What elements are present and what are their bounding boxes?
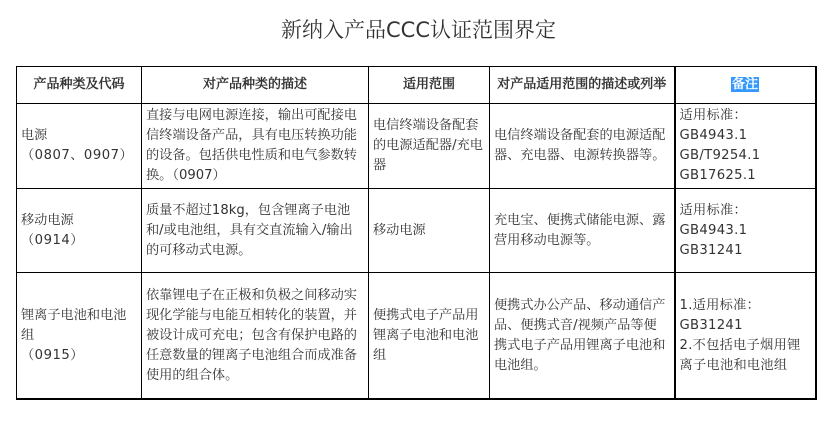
cell-scope-description: 充电宝、便携式储能电源、露营用移动电源等。	[490, 189, 675, 273]
header-scope: 适用范围	[369, 67, 490, 104]
cell-description: 直接与电网电源连接，输出可配接电信终端设备产品，具有电压转换功能的设备。包括供电性质和电气参数转换。（0907）	[142, 104, 369, 189]
remark-line: 适用标准：	[679, 202, 747, 218]
cell-scope-description: 便携式办公产品、移动通信产品、便携式音/视频产品等便携式电子产品用锂离子电池和电池组。	[490, 273, 675, 400]
category-code: （0914）	[21, 232, 84, 248]
ccc-scope-table	[16, 66, 817, 400]
remark-line: GB17625.1	[679, 168, 756, 183]
header-scope-description: 对产品适用范围的描述或列举	[490, 67, 675, 104]
header-category-code: 产品种类及代码	[17, 67, 142, 104]
table-row	[17, 104, 816, 189]
selected-text-remarks[interactable]: 备注	[731, 77, 758, 92]
table-row	[17, 189, 816, 273]
remark-line: GB4943.1	[679, 222, 748, 238]
cell-remarks	[675, 104, 816, 189]
cell-description: 依靠锂电子在正极和负极之间移动实现化学能与电能互相转化的装置，并被设计成可充电；包含有保护电路的任意数量的锂离子电池组合而成准备使用的组合体。	[142, 273, 369, 400]
remark-line: 1.适用标准：	[679, 297, 761, 313]
table-row	[17, 273, 816, 400]
cell-category	[17, 273, 142, 400]
cell-remarks	[675, 273, 816, 400]
category-name: 移动电源	[21, 212, 74, 228]
remark-line: 适用标准：	[679, 108, 747, 123]
header-remarks	[675, 67, 816, 104]
category-code: （0807、0907）	[21, 148, 134, 163]
remark-line: 2.不包括电子烟用锂离子电池和电池组	[679, 337, 801, 373]
remark-line: GB31241	[679, 317, 743, 333]
category-name: 电源	[21, 128, 48, 143]
cell-scope: 便携式电子产品用锂离子电池和电池组	[369, 273, 490, 400]
cell-remarks	[675, 189, 816, 273]
cell-scope: 电信终端设备配套的电源适配器/充电器	[369, 104, 490, 189]
cell-scope: 移动电源	[369, 189, 490, 273]
header-category-description: 对产品种类的描述	[142, 67, 369, 104]
remark-line: GB4943.1	[679, 128, 748, 143]
page-title: 新纳入产品CCC认证范围界定	[281, 18, 556, 42]
category-name: 锂离子电池和电池组	[21, 307, 127, 343]
cell-category	[17, 104, 142, 189]
cell-scope-description: 电信终端设备配套的电源适配器、充电器、电源转换器等。	[490, 104, 675, 189]
cell-description: 质量不超过18kg，包含锂离子电池和/或电池组，具有交直流输入/输出的可移动式电源。	[142, 189, 369, 273]
category-code: （0915）	[21, 347, 84, 363]
table-header-row	[17, 67, 816, 104]
remark-line: GB/T9254.1	[679, 148, 761, 163]
cell-category	[17, 189, 142, 273]
remark-line: GB31241	[679, 242, 743, 258]
